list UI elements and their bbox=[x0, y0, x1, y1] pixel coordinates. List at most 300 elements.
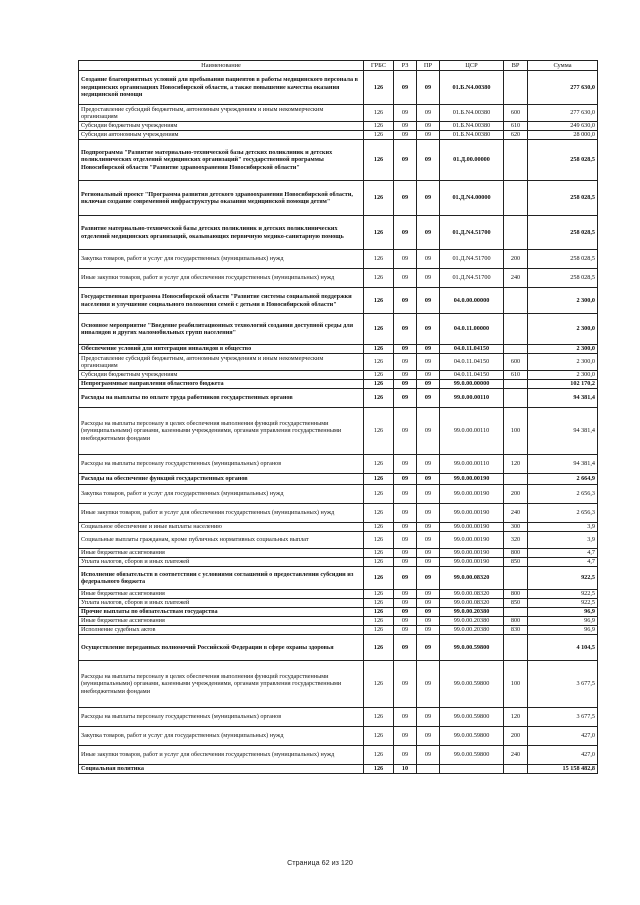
rz-cell: 09 bbox=[394, 485, 417, 504]
sum-cell: 96,9 bbox=[528, 608, 598, 617]
table-row bbox=[79, 474, 598, 485]
vr-cell: 120 bbox=[504, 708, 528, 727]
table-row bbox=[79, 626, 598, 635]
sum-cell: 96,9 bbox=[528, 617, 598, 626]
csr-cell: 99.0.00.00190 bbox=[440, 558, 504, 567]
pr-cell: 09 bbox=[417, 549, 440, 558]
vr-cell: 800 bbox=[504, 590, 528, 599]
rz-cell: 09 bbox=[394, 746, 417, 765]
csr-cell: 04.0.00.00000 bbox=[440, 288, 504, 314]
vr-cell: 600 bbox=[504, 354, 528, 371]
grbs-cell: 126 bbox=[364, 354, 394, 371]
sum-cell: 3,9 bbox=[528, 532, 598, 549]
pr-cell: 09 bbox=[417, 635, 440, 661]
vr-cell bbox=[504, 567, 528, 590]
csr-cell: 99.0.00.00000 bbox=[440, 380, 504, 389]
sum-cell: 427,0 bbox=[528, 746, 598, 765]
pr-cell: 09 bbox=[417, 380, 440, 389]
pr-cell: 09 bbox=[417, 105, 440, 122]
grbs-cell: 126 bbox=[364, 380, 394, 389]
rz-cell: 09 bbox=[394, 599, 417, 608]
grbs-cell: 126 bbox=[364, 504, 394, 523]
rz-cell: 09 bbox=[394, 140, 417, 181]
rz-cell: 09 bbox=[394, 532, 417, 549]
name-cell: Прочие выплаты по обязательствам государства bbox=[79, 608, 364, 617]
grbs-cell: 126 bbox=[364, 746, 394, 765]
name-cell: Государственная программа Новосибирской области "Развитие системы социальной поддержки населения и улучшение социального положения семей с детьми в Новосибирской области" bbox=[79, 288, 364, 314]
table-body bbox=[79, 71, 598, 774]
rz-cell: 09 bbox=[394, 380, 417, 389]
rz-cell: 09 bbox=[394, 455, 417, 474]
sum-cell: 258 028,5 bbox=[528, 269, 598, 288]
sum-cell: 427,0 bbox=[528, 727, 598, 746]
pr-cell: 09 bbox=[417, 608, 440, 617]
rz-cell: 09 bbox=[394, 122, 417, 131]
csr-cell: 99.0.00.59800 bbox=[440, 661, 504, 708]
sum-cell: 2 656,3 bbox=[528, 485, 598, 504]
name-cell: Региональный проект "Программа развития детского здравоохранения Новосибирской области, включая создание современной инфраструктуры оказания медицинской помощи детям" bbox=[79, 181, 364, 216]
sum-cell: 96,9 bbox=[528, 626, 598, 635]
name-cell: Расходы на выплаты по оплате труда работников государственных органов bbox=[79, 389, 364, 408]
name-cell: Закупка товаров, работ и услуг для государственных (муниципальных) нужд bbox=[79, 485, 364, 504]
csr-cell: 01.Б.N4.00380 bbox=[440, 122, 504, 131]
table-row bbox=[79, 746, 598, 765]
table-row bbox=[79, 408, 598, 455]
csr-cell: 99.0.00.00110 bbox=[440, 389, 504, 408]
grbs-cell: 126 bbox=[364, 122, 394, 131]
csr-cell: 01.Д.N4.51700 bbox=[440, 216, 504, 250]
name-cell: Закупка товаров, работ и услуг для государственных (муниципальных) нужд bbox=[79, 727, 364, 746]
name-cell: Расходы на выплаты персоналу государственных (муниципальных) органов bbox=[79, 708, 364, 727]
grbs-cell: 126 bbox=[364, 288, 394, 314]
pr-cell: 09 bbox=[417, 455, 440, 474]
rz-cell: 09 bbox=[394, 288, 417, 314]
vr-cell: 240 bbox=[504, 269, 528, 288]
sum-cell: 258 028,5 bbox=[528, 250, 598, 269]
vr-cell: 240 bbox=[504, 504, 528, 523]
csr-cell: 99.0.00.00190 bbox=[440, 523, 504, 532]
vr-cell bbox=[504, 314, 528, 345]
grbs-cell: 126 bbox=[364, 765, 394, 774]
vr-cell: 850 bbox=[504, 599, 528, 608]
sum-cell: 2 300,0 bbox=[528, 345, 598, 354]
sum-cell: 922,5 bbox=[528, 567, 598, 590]
vr-cell: 600 bbox=[504, 105, 528, 122]
rz-cell: 09 bbox=[394, 131, 417, 140]
header-vr: ВР bbox=[504, 61, 528, 71]
name-cell: Предоставление субсидий бюджетным, автономным учреждениям и иным некоммерческим организациям bbox=[79, 354, 364, 371]
name-cell: Основное мероприятие "Введение реабилитационных технологий создания доступной среды для инвалидов и других маломобильных групп населения" bbox=[79, 314, 364, 345]
vr-cell: 240 bbox=[504, 746, 528, 765]
rz-cell: 09 bbox=[394, 708, 417, 727]
rz-cell: 09 bbox=[394, 314, 417, 345]
pr-cell: 09 bbox=[417, 131, 440, 140]
sum-cell: 2 664,9 bbox=[528, 474, 598, 485]
csr-cell: 99.0.00.20380 bbox=[440, 626, 504, 635]
table-row bbox=[79, 727, 598, 746]
name-cell: Исполнение обязательств в соответствии с условиями соглашений о предоставлении субсидии из федерального бюджета bbox=[79, 567, 364, 590]
vr-cell bbox=[504, 181, 528, 216]
grbs-cell: 126 bbox=[364, 250, 394, 269]
table-row bbox=[79, 181, 598, 216]
pr-cell: 09 bbox=[417, 727, 440, 746]
name-cell: Создание благоприятных условий для пребывания пациентов в работы медицинского персонала в медицинских организациях Новосибирской области, а также повышение качества оказания медицинской помощи bbox=[79, 71, 364, 105]
sum-cell: 4,7 bbox=[528, 549, 598, 558]
sum-cell: 922,5 bbox=[528, 590, 598, 599]
pr-cell: 09 bbox=[417, 354, 440, 371]
vr-cell bbox=[504, 288, 528, 314]
grbs-cell: 126 bbox=[364, 140, 394, 181]
table-row bbox=[79, 71, 598, 105]
table-row bbox=[79, 455, 598, 474]
table-row bbox=[79, 504, 598, 523]
csr-cell: 99.0.00.00110 bbox=[440, 455, 504, 474]
table-row bbox=[79, 288, 598, 314]
sum-cell: 2 300,0 bbox=[528, 288, 598, 314]
grbs-cell: 126 bbox=[364, 131, 394, 140]
rz-cell: 09 bbox=[394, 558, 417, 567]
vr-cell: 830 bbox=[504, 626, 528, 635]
grbs-cell: 126 bbox=[364, 599, 394, 608]
name-cell: Иные закупки товаров, работ и услуг для обеспечения государственных (муниципальных) нужд bbox=[79, 746, 364, 765]
csr-cell: 01.Б.N4.00380 bbox=[440, 71, 504, 105]
table-row bbox=[79, 765, 598, 774]
rz-cell: 09 bbox=[394, 354, 417, 371]
name-cell: Развитие материально-технической базы детских поликлиник и детских поликлинических отделений медицинских организаций, оказывающих первичную медико-санитарную помощь bbox=[79, 216, 364, 250]
rz-cell: 09 bbox=[394, 635, 417, 661]
table-row bbox=[79, 250, 598, 269]
vr-cell: 800 bbox=[504, 549, 528, 558]
vr-cell: 620 bbox=[504, 131, 528, 140]
vr-cell: 120 bbox=[504, 455, 528, 474]
rz-cell: 10 bbox=[394, 765, 417, 774]
name-cell: Иные закупки товаров, работ и услуг для обеспечения государственных (муниципальных) нужд bbox=[79, 504, 364, 523]
name-cell: Субсидии бюджетным учреждениям bbox=[79, 122, 364, 131]
header-pr: ПР bbox=[417, 61, 440, 71]
csr-cell: 01.Б.N4.00380 bbox=[440, 131, 504, 140]
grbs-cell: 126 bbox=[364, 567, 394, 590]
sum-cell: 2 300,0 bbox=[528, 371, 598, 380]
name-cell: Осуществление переданных полномочий Российской Федерации в сфере охраны здоровья bbox=[79, 635, 364, 661]
pr-cell: 09 bbox=[417, 474, 440, 485]
name-cell: Подпрограмма "Развитие материально-технической базы детских поликлиник и детских поликлинических отделений медицинских организаций" государственной программы Новосибирской области "Развитие здравоохранения Новосибирской области" bbox=[79, 140, 364, 181]
sum-cell: 258 028,5 bbox=[528, 216, 598, 250]
table-row bbox=[79, 269, 598, 288]
sum-cell: 2 300,0 bbox=[528, 314, 598, 345]
rz-cell: 09 bbox=[394, 216, 417, 250]
table-row bbox=[79, 661, 598, 708]
grbs-cell: 126 bbox=[364, 71, 394, 105]
grbs-cell: 126 bbox=[364, 558, 394, 567]
rz-cell: 09 bbox=[394, 567, 417, 590]
csr-cell: 04.0.11.04150 bbox=[440, 371, 504, 380]
csr-cell: 99.0.00.00190 bbox=[440, 485, 504, 504]
rz-cell: 09 bbox=[394, 408, 417, 455]
name-cell: Исполнение судебных актов bbox=[79, 626, 364, 635]
sum-cell: 2 656,3 bbox=[528, 504, 598, 523]
pr-cell: 09 bbox=[417, 661, 440, 708]
name-cell: Расходы на обеспечение функций государственных органов bbox=[79, 474, 364, 485]
grbs-cell: 126 bbox=[364, 485, 394, 504]
grbs-cell: 126 bbox=[364, 389, 394, 408]
vr-cell: 800 bbox=[504, 617, 528, 626]
table-row bbox=[79, 567, 598, 590]
sum-cell: 249 630,0 bbox=[528, 122, 598, 131]
pr-cell: 09 bbox=[417, 567, 440, 590]
sum-cell: 3 677,5 bbox=[528, 661, 598, 708]
name-cell: Иные бюджетные ассигнования bbox=[79, 617, 364, 626]
vr-cell: 320 bbox=[504, 532, 528, 549]
pr-cell: 09 bbox=[417, 216, 440, 250]
csr-cell bbox=[440, 765, 504, 774]
pr-cell: 09 bbox=[417, 504, 440, 523]
header-sum: Сумма bbox=[528, 61, 598, 71]
rz-cell: 09 bbox=[394, 371, 417, 380]
name-cell: Субсидии бюджетным учреждениям bbox=[79, 371, 364, 380]
vr-cell: 200 bbox=[504, 250, 528, 269]
rz-cell: 09 bbox=[394, 608, 417, 617]
table-row bbox=[79, 216, 598, 250]
vr-cell: 100 bbox=[504, 408, 528, 455]
rz-cell: 09 bbox=[394, 523, 417, 532]
rz-cell: 09 bbox=[394, 105, 417, 122]
pr-cell: 09 bbox=[417, 626, 440, 635]
csr-cell: 04.0.11.04150 bbox=[440, 345, 504, 354]
sum-cell: 3,9 bbox=[528, 523, 598, 532]
table-row bbox=[79, 380, 598, 389]
table-row bbox=[79, 389, 598, 408]
table-row bbox=[79, 608, 598, 617]
vr-cell: 610 bbox=[504, 371, 528, 380]
vr-cell bbox=[504, 216, 528, 250]
table-row bbox=[79, 523, 598, 532]
rz-cell: 09 bbox=[394, 727, 417, 746]
vr-cell bbox=[504, 474, 528, 485]
sum-cell: 94 381,4 bbox=[528, 455, 598, 474]
vr-cell: 100 bbox=[504, 661, 528, 708]
pr-cell: 09 bbox=[417, 314, 440, 345]
sum-cell: 258 028,5 bbox=[528, 181, 598, 216]
pr-cell: 09 bbox=[417, 532, 440, 549]
grbs-cell: 126 bbox=[364, 727, 394, 746]
sum-cell: 4,7 bbox=[528, 558, 598, 567]
pr-cell: 09 bbox=[417, 288, 440, 314]
csr-cell: 99.0.00.08320 bbox=[440, 567, 504, 590]
name-cell: Уплата налогов, сборов и иных платежей bbox=[79, 558, 364, 567]
pr-cell: 09 bbox=[417, 408, 440, 455]
rz-cell: 09 bbox=[394, 617, 417, 626]
name-cell: Расходы на выплаты персоналу в целях обеспечения выполнения функций государственными (муниципальными) органами, казенными учреждениями, органами управления государственными внебюджетными фондами bbox=[79, 661, 364, 708]
csr-cell: 99.0.00.59800 bbox=[440, 746, 504, 765]
grbs-cell: 126 bbox=[364, 314, 394, 345]
csr-cell: 04.0.11.00000 bbox=[440, 314, 504, 345]
sum-cell: 28 000,0 bbox=[528, 131, 598, 140]
name-cell: Социальное обеспечение и иные выплаты населению bbox=[79, 523, 364, 532]
pr-cell: 09 bbox=[417, 599, 440, 608]
vr-cell bbox=[504, 345, 528, 354]
pr-cell: 09 bbox=[417, 250, 440, 269]
header-rz: РЗ bbox=[394, 61, 417, 71]
csr-cell: 99.0.00.00190 bbox=[440, 532, 504, 549]
pr-cell: 09 bbox=[417, 181, 440, 216]
csr-cell: 99.0.00.20380 bbox=[440, 608, 504, 617]
grbs-cell: 126 bbox=[364, 708, 394, 727]
pr-cell: 09 bbox=[417, 389, 440, 408]
sum-cell: 102 170,2 bbox=[528, 380, 598, 389]
name-cell: Расходы на выплаты персоналу в целях обеспечения выполнения функций государственными (муниципальными) органами, казенными учреждениями, органами управления государственными внебюджетными фондами bbox=[79, 408, 364, 455]
header-grbs: ГРБС bbox=[364, 61, 394, 71]
table-row bbox=[79, 708, 598, 727]
table-row bbox=[79, 345, 598, 354]
pr-cell: 09 bbox=[417, 746, 440, 765]
header-name: Наименование bbox=[79, 61, 364, 71]
vr-cell: 850 bbox=[504, 558, 528, 567]
name-cell: Обеспечение условий для интеграции инвалидов в общество bbox=[79, 345, 364, 354]
vr-cell bbox=[504, 608, 528, 617]
name-cell: Уплата налогов, сборов и иных платежей bbox=[79, 599, 364, 608]
rz-cell: 09 bbox=[394, 549, 417, 558]
grbs-cell: 126 bbox=[364, 523, 394, 532]
grbs-cell: 126 bbox=[364, 371, 394, 380]
csr-cell: 99.0.00.00190 bbox=[440, 549, 504, 558]
grbs-cell: 126 bbox=[364, 216, 394, 250]
name-cell: Расходы на выплаты персоналу государственных (муниципальных) органов bbox=[79, 455, 364, 474]
vr-cell: 200 bbox=[504, 485, 528, 504]
vr-cell bbox=[504, 389, 528, 408]
csr-cell: 99.0.00.00190 bbox=[440, 504, 504, 523]
name-cell: Социальная политика bbox=[79, 765, 364, 774]
vr-cell bbox=[504, 635, 528, 661]
grbs-cell: 126 bbox=[364, 269, 394, 288]
table-row bbox=[79, 122, 598, 131]
rz-cell: 09 bbox=[394, 389, 417, 408]
grbs-cell: 126 bbox=[364, 590, 394, 599]
grbs-cell: 126 bbox=[364, 532, 394, 549]
name-cell: Иные закупки товаров, работ и услуг для обеспечения государственных (муниципальных) нужд bbox=[79, 269, 364, 288]
csr-cell: 99.0.00.08320 bbox=[440, 599, 504, 608]
grbs-cell: 126 bbox=[364, 626, 394, 635]
pr-cell: 09 bbox=[417, 590, 440, 599]
vr-cell bbox=[504, 765, 528, 774]
pr-cell: 09 bbox=[417, 485, 440, 504]
rz-cell: 09 bbox=[394, 71, 417, 105]
rz-cell: 09 bbox=[394, 269, 417, 288]
table-row bbox=[79, 590, 598, 599]
table-row bbox=[79, 140, 598, 181]
csr-cell: 01.Д.N4.51700 bbox=[440, 250, 504, 269]
pr-cell: 09 bbox=[417, 71, 440, 105]
csr-cell: 99.0.00.59800 bbox=[440, 635, 504, 661]
sum-cell: 94 381,4 bbox=[528, 389, 598, 408]
grbs-cell: 126 bbox=[364, 617, 394, 626]
table-row bbox=[79, 314, 598, 345]
csr-cell: 99.0.00.59800 bbox=[440, 727, 504, 746]
grbs-cell: 126 bbox=[364, 474, 394, 485]
pr-cell: 09 bbox=[417, 269, 440, 288]
name-cell: Предоставление субсидий бюджетным, автономным учреждениям и иным некоммерческим организациям bbox=[79, 105, 364, 122]
table-row bbox=[79, 485, 598, 504]
sum-cell: 258 028,5 bbox=[528, 140, 598, 181]
table-row bbox=[79, 558, 598, 567]
sum-cell: 4 104,5 bbox=[528, 635, 598, 661]
pr-cell: 09 bbox=[417, 617, 440, 626]
vr-cell bbox=[504, 140, 528, 181]
csr-cell: 01.Д.N4.00000 bbox=[440, 181, 504, 216]
table-row bbox=[79, 371, 598, 380]
grbs-cell: 126 bbox=[364, 455, 394, 474]
table-row bbox=[79, 635, 598, 661]
csr-cell: 99.0.00.08320 bbox=[440, 590, 504, 599]
grbs-cell: 126 bbox=[364, 635, 394, 661]
grbs-cell: 126 bbox=[364, 345, 394, 354]
budget-table bbox=[78, 60, 598, 774]
csr-cell: 99.0.00.00190 bbox=[440, 474, 504, 485]
pr-cell: 09 bbox=[417, 122, 440, 131]
vr-cell: 200 bbox=[504, 727, 528, 746]
grbs-cell: 126 bbox=[364, 608, 394, 617]
rz-cell: 09 bbox=[394, 661, 417, 708]
header-csr: ЦСР bbox=[440, 61, 504, 71]
rz-cell: 09 bbox=[394, 345, 417, 354]
vr-cell: 610 bbox=[504, 122, 528, 131]
rz-cell: 09 bbox=[394, 626, 417, 635]
table-row bbox=[79, 131, 598, 140]
grbs-cell: 126 bbox=[364, 661, 394, 708]
table-row bbox=[79, 105, 598, 122]
rz-cell: 09 bbox=[394, 250, 417, 269]
table-row bbox=[79, 617, 598, 626]
csr-cell: 99.0.00.59800 bbox=[440, 708, 504, 727]
sum-cell: 277 630,0 bbox=[528, 71, 598, 105]
name-cell: Социальные выплаты гражданам, кроме публичных нормативных социальных выплат bbox=[79, 532, 364, 549]
name-cell: Иные бюджетные ассигнования bbox=[79, 590, 364, 599]
name-cell: Иные бюджетные ассигнования bbox=[79, 549, 364, 558]
sum-cell: 3 677,5 bbox=[528, 708, 598, 727]
rz-cell: 09 bbox=[394, 474, 417, 485]
name-cell: Субсидии автономным учреждениям bbox=[79, 131, 364, 140]
pr-cell: 09 bbox=[417, 371, 440, 380]
sum-cell: 277 630,0 bbox=[528, 105, 598, 122]
pr-cell: 09 bbox=[417, 140, 440, 181]
table-header-row bbox=[79, 61, 598, 71]
table-row bbox=[79, 354, 598, 371]
vr-cell bbox=[504, 71, 528, 105]
vr-cell bbox=[504, 380, 528, 389]
pr-cell: 09 bbox=[417, 708, 440, 727]
grbs-cell: 126 bbox=[364, 105, 394, 122]
grbs-cell: 126 bbox=[364, 408, 394, 455]
csr-cell: 99.0.00.00110 bbox=[440, 408, 504, 455]
csr-cell: 99.0.00.20380 bbox=[440, 617, 504, 626]
name-cell: Непрограммные направления областного бюджета bbox=[79, 380, 364, 389]
pr-cell: 09 bbox=[417, 523, 440, 532]
name-cell: Закупка товаров, работ и услуг для государственных (муниципальных) нужд bbox=[79, 250, 364, 269]
csr-cell: 01.Д.N4.51700 bbox=[440, 269, 504, 288]
csr-cell: 01.Д.00.00000 bbox=[440, 140, 504, 181]
rz-cell: 09 bbox=[394, 590, 417, 599]
sum-cell: 15 158 482,8 bbox=[528, 765, 598, 774]
pr-cell: 09 bbox=[417, 345, 440, 354]
sum-cell: 94 381,4 bbox=[528, 408, 598, 455]
csr-cell: 01.Б.N4.00380 bbox=[440, 105, 504, 122]
grbs-cell: 126 bbox=[364, 549, 394, 558]
table-row bbox=[79, 532, 598, 549]
csr-cell: 04.0.11.04150 bbox=[440, 354, 504, 371]
sum-cell: 2 300,0 bbox=[528, 354, 598, 371]
rz-cell: 09 bbox=[394, 181, 417, 216]
pr-cell: 09 bbox=[417, 558, 440, 567]
table-row bbox=[79, 599, 598, 608]
